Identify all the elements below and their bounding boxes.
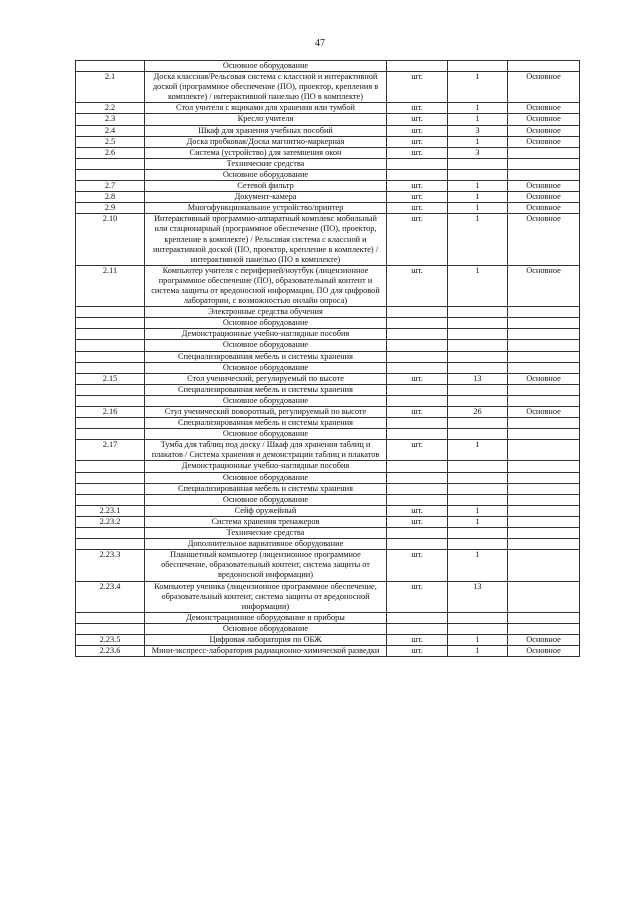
section-note-cell <box>508 395 580 406</box>
item-quantity: 1 <box>448 550 508 581</box>
section-unit-cell <box>387 395 448 406</box>
section-qty-cell <box>448 384 508 395</box>
item-category: Основное <box>508 181 580 192</box>
item-name: Интерактивный программно-аппаратный комплекс мобильный или стационарный (программное обеспечение (ПО), проектор, крепление в комплекте) / Рельсовая система с классной и интерактивной доской (ПО, проектор, крепление в комплекте) / интерактивной панелью (ПО в комплекте) <box>145 214 387 265</box>
section-note-cell <box>508 429 580 440</box>
section-heading: Демонстрационное оборудование и приборы <box>145 612 387 623</box>
item-number: 2.23.5 <box>76 634 145 645</box>
item-quantity: 3 <box>448 147 508 158</box>
table-row <box>76 136 580 147</box>
section-row <box>76 318 580 329</box>
table-row <box>76 125 580 136</box>
table-row <box>76 181 580 192</box>
item-category: Основное <box>508 125 580 136</box>
item-number: 2.8 <box>76 192 145 203</box>
item-name: Сейф оружейный <box>145 505 387 516</box>
item-category: Основное <box>508 136 580 147</box>
item-quantity: 1 <box>448 181 508 192</box>
section-unit-cell <box>387 472 448 483</box>
section-num-cell <box>76 461 145 472</box>
item-category: Основное <box>508 214 580 265</box>
item-quantity: 13 <box>448 581 508 612</box>
section-qty-cell <box>448 539 508 550</box>
section-heading: Основное оборудование <box>145 429 387 440</box>
section-heading: Демонстрационные учебно-наглядные пособия <box>145 329 387 340</box>
section-unit-cell <box>387 329 448 340</box>
item-category <box>508 516 580 527</box>
section-qty-cell <box>448 329 508 340</box>
item-unit: шт. <box>387 103 448 114</box>
item-name: Кресло учителя <box>145 114 387 125</box>
item-name: Доска пробковая/Доска магнитно-маркерная <box>145 136 387 147</box>
item-category <box>508 550 580 581</box>
section-note-cell <box>508 329 580 340</box>
item-category: Основное <box>508 103 580 114</box>
item-quantity: 1 <box>448 214 508 265</box>
table-row <box>76 147 580 158</box>
section-heading: Технические средства <box>145 528 387 539</box>
item-quantity: 26 <box>448 407 508 418</box>
page-number: 47 <box>315 38 325 49</box>
item-unit: шт. <box>387 203 448 214</box>
section-qty-cell <box>448 461 508 472</box>
section-unit-cell <box>387 483 448 494</box>
item-name: Стол ученический, регулируемый по высоте <box>145 373 387 384</box>
section-heading: Технические средства <box>145 158 387 169</box>
item-number: 2.11 <box>76 265 145 306</box>
table-row <box>76 646 580 657</box>
section-qty-cell <box>448 307 508 318</box>
section-qty-cell <box>448 494 508 505</box>
item-unit: шт. <box>387 125 448 136</box>
section-qty-cell <box>448 528 508 539</box>
item-quantity: 1 <box>448 114 508 125</box>
item-quantity: 13 <box>448 373 508 384</box>
item-unit: шт. <box>387 516 448 527</box>
section-heading: Специализированная мебель и системы хранения <box>145 351 387 362</box>
section-unit-cell <box>387 612 448 623</box>
section-heading: Электронные средства обучения <box>145 307 387 318</box>
item-number: 2.23.6 <box>76 646 145 657</box>
item-quantity: 1 <box>448 516 508 527</box>
section-note-cell <box>508 461 580 472</box>
item-category: Основное <box>508 192 580 203</box>
section-heading: Специализированная мебель и системы хранения <box>145 483 387 494</box>
section-row <box>76 494 580 505</box>
equipment-table <box>75 60 580 657</box>
section-unit-cell <box>387 384 448 395</box>
section-num-cell <box>76 472 145 483</box>
section-row <box>76 384 580 395</box>
item-number: 2.5 <box>76 136 145 147</box>
section-qty-cell <box>448 483 508 494</box>
item-number: 2.23.3 <box>76 550 145 581</box>
section-note-cell <box>508 351 580 362</box>
section-row <box>76 351 580 362</box>
section-heading: Основное оборудование <box>145 472 387 483</box>
section-row <box>76 528 580 539</box>
section-unit-cell <box>387 61 448 72</box>
section-note-cell <box>508 340 580 351</box>
item-name: Планшетный компьютер (лицензионное программное обеспечение, образовательный контент, система защиты от вредоносной информации) <box>145 550 387 581</box>
section-qty-cell <box>448 351 508 362</box>
section-row <box>76 362 580 373</box>
item-number: 2.6 <box>76 147 145 158</box>
item-category <box>508 440 580 461</box>
section-num-cell <box>76 351 145 362</box>
section-row <box>76 329 580 340</box>
section-unit-cell <box>387 169 448 180</box>
section-num-cell <box>76 612 145 623</box>
item-number: 2.10 <box>76 214 145 265</box>
section-row <box>76 169 580 180</box>
section-unit-cell <box>387 539 448 550</box>
section-heading: Демонстрационные учебно-наглядные пособия <box>145 461 387 472</box>
table-row <box>76 440 580 461</box>
section-note-cell <box>508 539 580 550</box>
table-row <box>76 407 580 418</box>
item-category <box>508 505 580 516</box>
item-name: Стул ученический поворотный, регулируемый по высоте <box>145 407 387 418</box>
item-category: Основное <box>508 634 580 645</box>
section-num-cell <box>76 418 145 429</box>
section-qty-cell <box>448 418 508 429</box>
table-row <box>76 265 580 306</box>
item-number: 2.1 <box>76 72 145 103</box>
table-row <box>76 373 580 384</box>
section-heading: Основное оборудование <box>145 340 387 351</box>
item-unit: шт. <box>387 265 448 306</box>
item-number: 2.15 <box>76 373 145 384</box>
section-unit-cell <box>387 461 448 472</box>
item-category: Основное <box>508 72 580 103</box>
section-unit-cell <box>387 158 448 169</box>
table-row <box>76 516 580 527</box>
section-row <box>76 472 580 483</box>
item-name: Тумба для таблиц под доску / Шкаф для хранения таблиц и плакатов / Система хранения и демонстрации таблиц и плакатов <box>145 440 387 461</box>
section-unit-cell <box>387 429 448 440</box>
item-unit: шт. <box>387 192 448 203</box>
section-heading: Специализированная мебель и системы хранения <box>145 384 387 395</box>
item-name: Мини-экспресс-лаборатория радиационно-химической разведки <box>145 646 387 657</box>
section-num-cell <box>76 158 145 169</box>
table-row <box>76 103 580 114</box>
item-unit: шт. <box>387 136 448 147</box>
section-row <box>76 623 580 634</box>
section-note-cell <box>508 61 580 72</box>
section-qty-cell <box>448 158 508 169</box>
section-heading: Основное оборудование <box>145 494 387 505</box>
section-unit-cell <box>387 494 448 505</box>
section-note-cell <box>508 362 580 373</box>
item-unit: шт. <box>387 505 448 516</box>
item-number: 2.23.4 <box>76 581 145 612</box>
section-num-cell <box>76 539 145 550</box>
section-num-cell <box>76 483 145 494</box>
item-category <box>508 147 580 158</box>
section-row <box>76 61 580 72</box>
item-number: 2.17 <box>76 440 145 461</box>
section-num-cell <box>76 362 145 373</box>
item-number: 2.16 <box>76 407 145 418</box>
section-heading: Основное оборудование <box>145 318 387 329</box>
item-unit: шт. <box>387 581 448 612</box>
item-unit: шт. <box>387 147 448 158</box>
item-name: Система (устройство) для затемнения окон <box>145 147 387 158</box>
item-name: Стол учителя с ящиками для хранения или тумбой <box>145 103 387 114</box>
item-number: 2.23.2 <box>76 516 145 527</box>
item-name: Шкаф для хранения учебных пособий <box>145 125 387 136</box>
item-category <box>508 581 580 612</box>
section-num-cell <box>76 623 145 634</box>
section-qty-cell <box>448 61 508 72</box>
section-unit-cell <box>387 362 448 373</box>
section-qty-cell <box>448 623 508 634</box>
section-heading: Основное оборудование <box>145 61 387 72</box>
section-heading: Основное оборудование <box>145 362 387 373</box>
section-num-cell <box>76 384 145 395</box>
section-note-cell <box>508 623 580 634</box>
item-number: 2.23.1 <box>76 505 145 516</box>
section-unit-cell <box>387 307 448 318</box>
item-category: Основное <box>508 114 580 125</box>
section-qty-cell <box>448 340 508 351</box>
item-number: 2.4 <box>76 125 145 136</box>
item-quantity: 1 <box>448 646 508 657</box>
section-row <box>76 395 580 406</box>
item-unit: шт. <box>387 634 448 645</box>
item-quantity: 1 <box>448 192 508 203</box>
item-name: Компьютер учителя с периферией/ноутбук (лицензионное программное обеспечение (ПО), образовательный контент и система защиты от вредоносной информации, ПО для цифровой лаборатории, с возможностью онлайн опроса) <box>145 265 387 306</box>
item-category: Основное <box>508 373 580 384</box>
section-note-cell <box>508 418 580 429</box>
section-qty-cell <box>448 318 508 329</box>
section-row <box>76 158 580 169</box>
section-qty-cell <box>448 169 508 180</box>
item-unit: шт. <box>387 72 448 103</box>
section-qty-cell <box>448 429 508 440</box>
item-quantity: 1 <box>448 440 508 461</box>
section-unit-cell <box>387 623 448 634</box>
item-unit: шт. <box>387 114 448 125</box>
section-unit-cell <box>387 318 448 329</box>
section-num-cell <box>76 307 145 318</box>
section-num-cell <box>76 329 145 340</box>
table-row <box>76 114 580 125</box>
item-category: Основное <box>508 265 580 306</box>
table-row <box>76 505 580 516</box>
item-number: 2.9 <box>76 203 145 214</box>
item-name: Многофункциональное устройство/принтер <box>145 203 387 214</box>
item-quantity: 1 <box>448 72 508 103</box>
table-row <box>76 550 580 581</box>
section-note-cell <box>508 307 580 318</box>
item-quantity: 1 <box>448 505 508 516</box>
section-row <box>76 612 580 623</box>
section-row <box>76 483 580 494</box>
section-heading: Основное оборудование <box>145 395 387 406</box>
section-note-cell <box>508 158 580 169</box>
section-unit-cell <box>387 418 448 429</box>
item-name: Компьютер ученика (лицензионное программное обеспечение, образовательный контент, система защиты от вредоносной информации) <box>145 581 387 612</box>
table-row <box>76 634 580 645</box>
section-qty-cell <box>448 612 508 623</box>
section-qty-cell <box>448 395 508 406</box>
section-row <box>76 539 580 550</box>
item-name: Сетевой фильтр <box>145 181 387 192</box>
item-unit: шт. <box>387 373 448 384</box>
section-row <box>76 340 580 351</box>
item-name: Система хранения тренажеров <box>145 516 387 527</box>
item-number: 2.2 <box>76 103 145 114</box>
item-quantity: 1 <box>448 136 508 147</box>
section-heading: Специализированная мебель и системы хранения <box>145 418 387 429</box>
section-num-cell <box>76 61 145 72</box>
section-heading: Основное оборудование <box>145 169 387 180</box>
section-unit-cell <box>387 351 448 362</box>
item-unit: шт. <box>387 407 448 418</box>
section-note-cell <box>508 612 580 623</box>
item-quantity: 3 <box>448 125 508 136</box>
section-num-cell <box>76 340 145 351</box>
section-note-cell <box>508 494 580 505</box>
section-num-cell <box>76 429 145 440</box>
section-note-cell <box>508 169 580 180</box>
section-num-cell <box>76 494 145 505</box>
item-number: 2.7 <box>76 181 145 192</box>
section-heading: Основное оборудование <box>145 623 387 634</box>
section-num-cell <box>76 395 145 406</box>
item-unit: шт. <box>387 214 448 265</box>
item-unit: шт. <box>387 646 448 657</box>
item-category: Основное <box>508 407 580 418</box>
section-qty-cell <box>448 472 508 483</box>
section-row <box>76 418 580 429</box>
section-unit-cell <box>387 528 448 539</box>
item-name: Доска классная/Рельсовая система с классной и интерактивной доской (программное обеспечение (ПО), проектор, крепления в комплекте) / интерактивной панелью (ПО в комплекте) <box>145 72 387 103</box>
item-category: Основное <box>508 646 580 657</box>
section-note-cell <box>508 384 580 395</box>
item-quantity: 1 <box>448 203 508 214</box>
table-row <box>76 192 580 203</box>
item-name: Документ-камера <box>145 192 387 203</box>
section-note-cell <box>508 472 580 483</box>
section-note-cell <box>508 528 580 539</box>
item-category: Основное <box>508 203 580 214</box>
table-row <box>76 214 580 265</box>
section-heading: Дополнительное вариативное оборудование <box>145 539 387 550</box>
item-unit: шт. <box>387 550 448 581</box>
table-row <box>76 581 580 612</box>
table-row <box>76 72 580 103</box>
item-quantity: 1 <box>448 103 508 114</box>
section-unit-cell <box>387 340 448 351</box>
section-num-cell <box>76 169 145 180</box>
section-row <box>76 307 580 318</box>
section-num-cell <box>76 528 145 539</box>
item-unit: шт. <box>387 181 448 192</box>
item-number: 2.3 <box>76 114 145 125</box>
section-row <box>76 461 580 472</box>
table-row <box>76 203 580 214</box>
item-quantity: 1 <box>448 265 508 306</box>
item-unit: шт. <box>387 440 448 461</box>
section-qty-cell <box>448 362 508 373</box>
section-num-cell <box>76 318 145 329</box>
section-note-cell <box>508 318 580 329</box>
section-note-cell <box>508 483 580 494</box>
item-quantity: 1 <box>448 634 508 645</box>
item-name: Цифровая лаборатория по ОБЖ <box>145 634 387 645</box>
section-row <box>76 429 580 440</box>
